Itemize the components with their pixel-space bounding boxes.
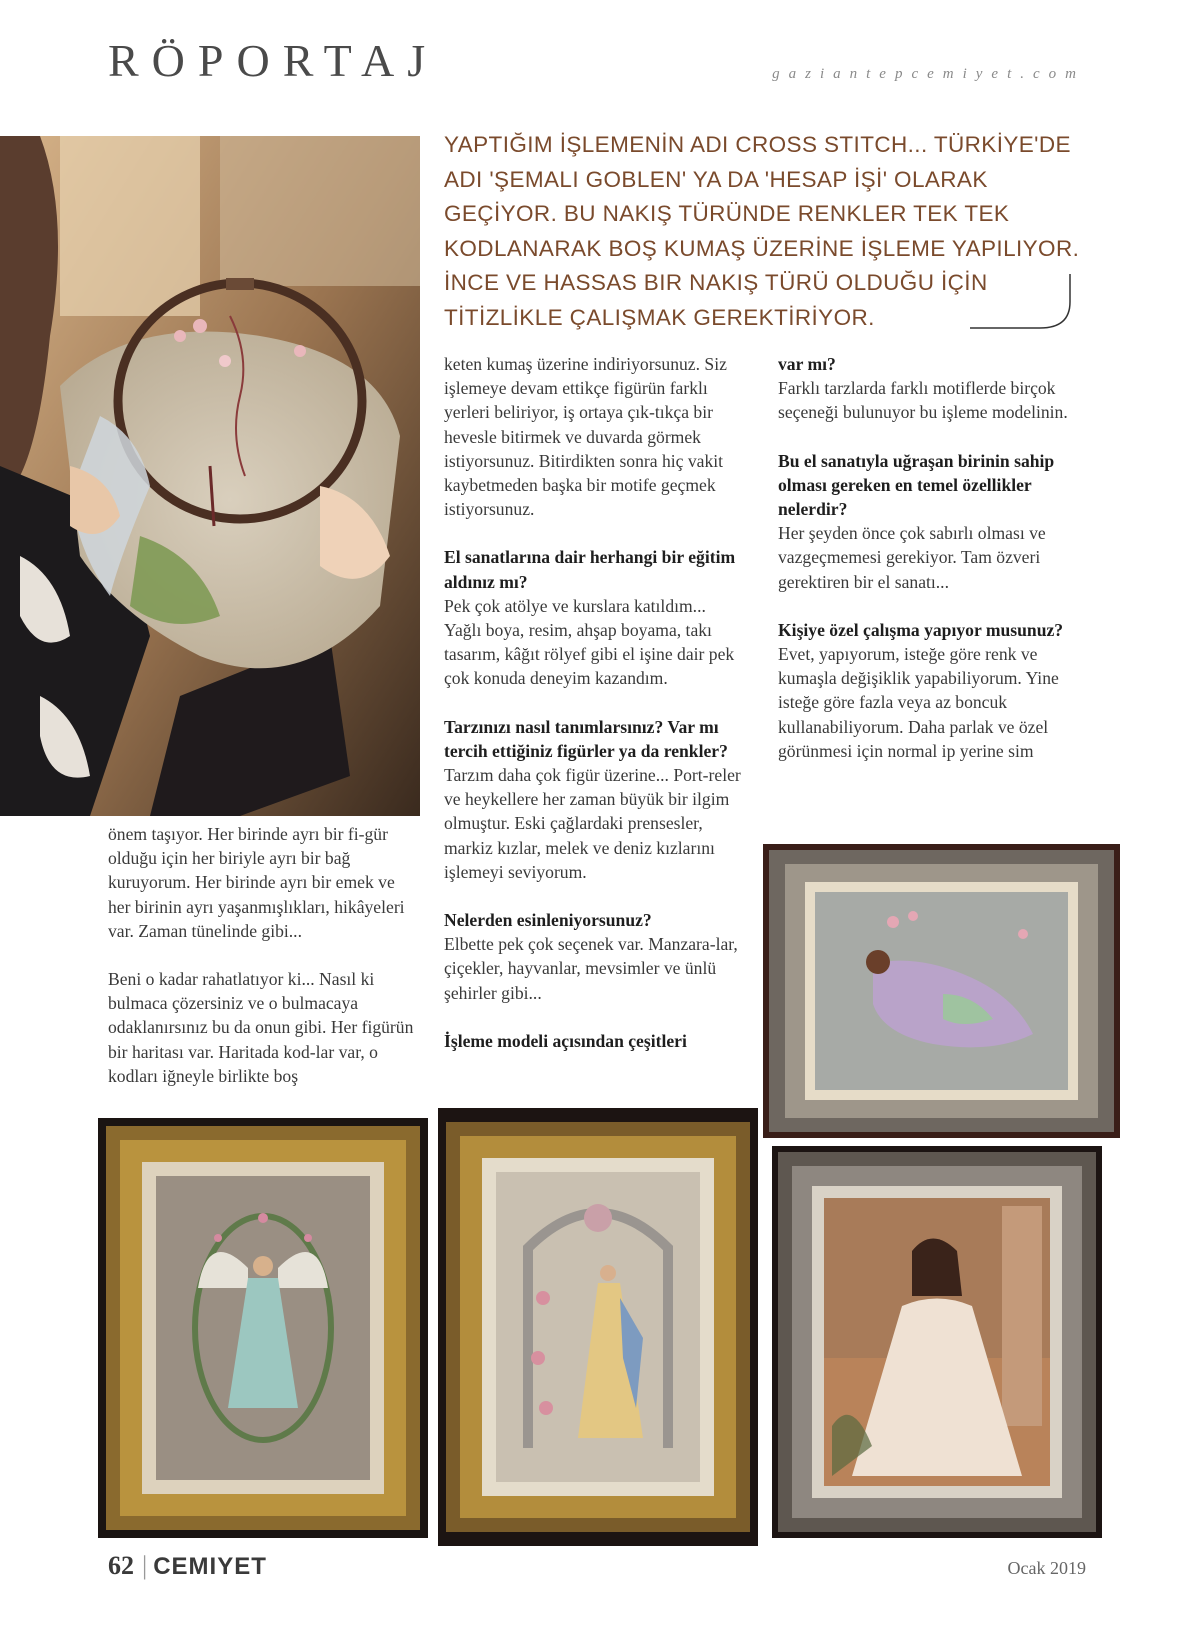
issue-date: Ocak 2019 xyxy=(1007,1558,1086,1578)
embroidery-photo xyxy=(0,136,420,816)
site-url[interactable]: gaziantepcemiyet.com xyxy=(772,66,1085,82)
interview-question: İşleme modeli açısından çeşitleri xyxy=(444,1030,687,1051)
interview-answer: Pek çok atölye ve kurslara katıldım... Yağlı boya, resim, ahşap boyama, takı tasarım, kâğıt rölyef gibi el işine dair pek çok konuda deneyim kazandım. xyxy=(444,595,735,689)
interview-question: El sanatlarına dair herhangi bir eğitim aldınız mı? xyxy=(444,547,736,592)
paragraph: keten kumaş üzerine indiriyorsunuz. Siz işlemeye devam ettikçe figürün farklı yerleri beliriyor, iş ortaya çık-tıkça bir hevesle bitirmek ve duvarda görmek istiyorsunuz. Bitirdikten sonra hiç vakit kaybetmeden başka bir motife geçmek istiyorsunuz. xyxy=(444,354,727,520)
interview-question: var mı? xyxy=(778,354,836,374)
pull-quote-line: ADI 'ŞEMALI GOBLEN' YA DA 'HESAP İŞİ' OLARAK xyxy=(444,166,988,192)
interview-answer: Elbette pek çok seçenek var. Manzara-lar, çiçekler, hayvanlar, mevsimler ve ünlü şehirler gibi... xyxy=(444,934,738,1003)
article-column-right xyxy=(778,352,1078,787)
interview-answer: Tarzım daha çok figür üzerine... Port-reler ve heykellere her zaman büyük bir ilgim olmuştur. Eski çağlardaki prensesler, markiz kızlar, melek ve deniz kızlarını işlemeyi seviyorum. xyxy=(444,765,741,882)
paragraph: Beni o kadar rahatlatıyor ki... Nasıl ki bulmaca çözersiniz ve o bulmacaya odaklanırsınız bu da onun gibi. Her figürün bir haritası var. Haritada kod-lar var, o kodları iğneyle birlikte boş xyxy=(108,969,414,1086)
article-column-middle xyxy=(444,352,744,1077)
quote-corner-ornament xyxy=(960,272,1080,332)
framed-artwork-portrait-white-dress xyxy=(772,1146,1102,1538)
interview-question: Nelerden esinleniyorsunuz? xyxy=(444,910,652,931)
interview-answer: Her şeyden önce çok sabırlı olması ve vazgeçmemesi gerekiyor. Tam özveri gerektiren bir el sanatı... xyxy=(778,523,1046,592)
interview-question: Kişiye özel çalışma yapıyor musunuz? xyxy=(778,619,1064,640)
pull-quote-line: YAPTIĞIM İŞLEMENİN ADI CROSS STITCH... TÜRKİYE'DE xyxy=(444,132,1071,157)
pull-quote-line: İNCE VE HASSAS BIR NAKIŞ TÜRÜ OLDUĞU İÇİN xyxy=(444,270,988,295)
interview-answer: Farklı tarzlarda farklı motiflerde birçok seçeneği bulunuyor bu işleme modelinin. xyxy=(778,378,1068,423)
pull-quote-line: KODLANARAK BOŞ KUMAŞ ÜZERİNE İŞLEME YAPILIYOR. xyxy=(444,235,1080,261)
framed-artwork-angel xyxy=(98,1118,428,1538)
pull-quote-line: GEÇİYOR. BU NAKIŞ TÜRÜNDE RENKLER TEK TEK xyxy=(444,201,1010,226)
magazine-name: CEMIYET xyxy=(153,1553,267,1580)
footer-separator: | xyxy=(142,1551,148,1580)
paragraph: önem taşıyor. Her birinde ayrı bir fi-gür olduğu için her biriyle ayrı bir bağ kuruyorum. Her birinde ayrı bir emek ve her birinin ayrı yaşanmışlıkları, hikâyeleri var. Zaman tünelinde gibi... xyxy=(108,824,405,941)
interview-answer: Evet, yapıyorum, isteğe göre renk ve kumaşla değişiklik yapabiliyorum. Yine isteğe göre fazla veya az boncuk kullanabiliyorum. Daha parlak ve özel görünmesi için normal ip yerine sim xyxy=(778,644,1059,761)
pull-quote-line: TİTİZLİKLE ÇALIŞMAK GEREKTİRİYOR. xyxy=(444,304,875,330)
page-number: 62 xyxy=(108,1551,134,1580)
framed-artwork-sleeping-lady xyxy=(763,844,1120,1138)
interview-question: Bu el sanatıyla uğraşan birinin sahip olması gereken en temel özellikler nelerdir? xyxy=(778,450,1055,520)
page-footer-left xyxy=(108,1553,267,1579)
section-title: RÖPORTAJ xyxy=(108,35,439,86)
interview-question: Tarzınızı nasıl tanımlarsınız? Var mı tercih ettiğiniz figürler ya da renkler? xyxy=(444,716,728,761)
framed-artwork-lady-arch xyxy=(438,1108,758,1546)
article-column-left xyxy=(108,822,418,1112)
